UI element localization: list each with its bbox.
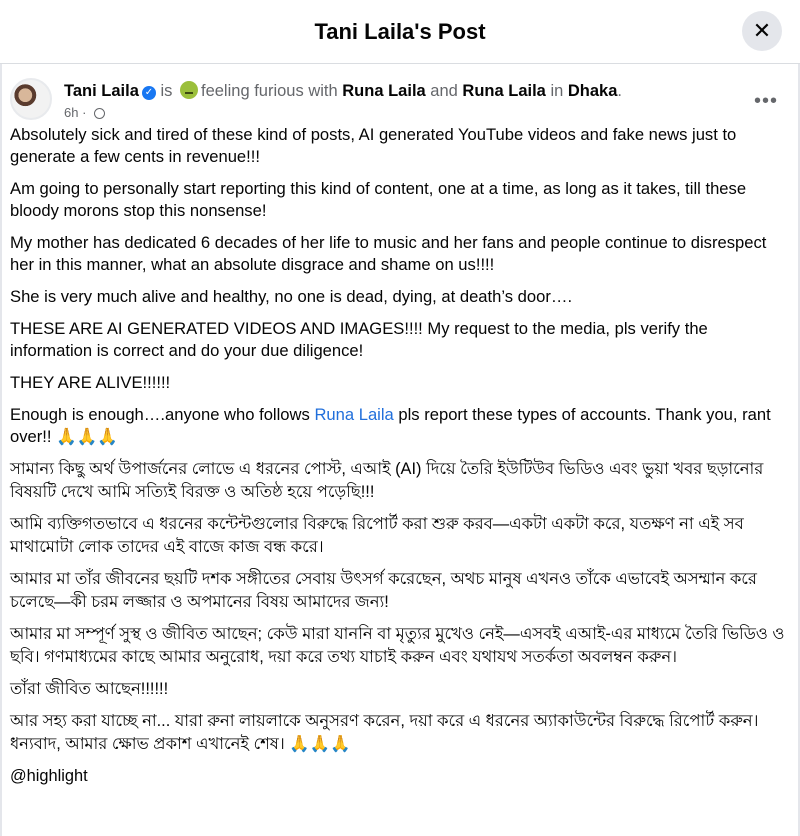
post-paragraph: Am going to personally start reporting this kind of content, one at a time, as long as it takes, till these bloody morons stop this nonsense! <box>10 179 747 220</box>
post-paragraph-bn: আমার মা সম্পূর্ণ সুস্থ ও জীবিত আছেন; কেউ মারা যাননি বা মৃত্যুর মুখেও নেই—এসবই এআই-এর মাধ্যমে তৈরি ভিডিও ও ছবি। গণমাধ্যমের কাছে আমার অনুরোধ, দয়া করে তথ্য যাচাই করুন এবং যথাযথ সতর্কতা অবলম্বন করুন। <box>10 625 785 666</box>
post-paragraph-bn: আমার মা তাঁর জীবনের ছয়টি দশক সঙ্গীতের সেবায় উৎসর্গ করেছেন, অথচ মানুষ এখনও তাঁকে এভাবেই অসম্মান করে চলেছে—কী চরম লজ্জার ও অপমানের বিষয় আমাদের জন্য! <box>10 570 757 611</box>
tagged-person-1[interactable]: Runa Laila <box>342 82 426 100</box>
dot-separator: · <box>78 105 91 120</box>
verified-badge-icon: ✓ <box>142 86 156 100</box>
runa-laila-link[interactable]: Runa Laila <box>314 405 394 424</box>
post-paragraph-bn: আর সহ্য করা যাচ্ছে না... যারা রুনা লায়লাকে অনুসরণ করেন, দয়া করে এ ধরনের অ্যাকাউন্টের বিরুদ্ধে রিপোর্ট করুন। ধন্যবাদ, আমার ক্ষোভ প্রকাশ এখানেই শেষ। 🙏🙏🙏 <box>10 712 759 753</box>
post-paragraph: She is very much alive and healthy, no one is dead, dying, at death’s door…. <box>10 287 573 306</box>
post-paragraph: THEY ARE ALIVE!!!!!! <box>10 373 171 392</box>
post-body <box>0 124 800 788</box>
globe-icon[interactable] <box>94 108 105 119</box>
frame-left-border <box>0 63 2 836</box>
highlight-tag[interactable]: @highlight <box>10 767 88 785</box>
location-link[interactable]: Dhaka <box>567 82 618 100</box>
dialog-title: Tani Laila's Post <box>314 18 486 44</box>
feeling-text: feeling furious with <box>201 82 338 100</box>
post-header <box>0 64 800 124</box>
post-paragraph-bn: তাঁরা জীবিত আছেন!!!!!! <box>10 680 169 698</box>
close-button[interactable] <box>742 11 782 51</box>
in-text: in <box>550 82 564 100</box>
and-text: and <box>430 82 458 100</box>
post-paragraph: Absolutely sick and tired of these kind of posts, AI generated YouTube videos and fake news just to generate a few cents in revenue!!! <box>10 125 737 166</box>
dialog-header <box>0 0 800 64</box>
bengali-text <box>10 458 790 788</box>
post-paragraph: THESE ARE AI GENERATED VIDEOS AND IMAGES!!!! My request to the media, pls verify the information is correct and do your due diligence! <box>10 319 708 360</box>
tagged-person-2[interactable]: Runa Laila <box>462 82 546 100</box>
post-paragraph-enough: Enough is enough….anyone who follows Runa Laila pls report these types of accounts. Thank you, rant over!! 🙏🙏🙏 <box>10 405 771 446</box>
post-author-line <box>64 81 622 101</box>
is-text: is <box>160 82 173 100</box>
post-time[interactable]: 6h <box>64 105 79 120</box>
post-paragraph: My mother has dedicated 6 decades of her life to music and her fans and people continue to disrespect her in this manner, what an absolute disgrace and shame on us!!!! <box>10 233 767 274</box>
post-paragraph-bn: সামান্য কিছু অর্থ উপার্জনের লোভে এ ধরনের পোস্ট, এআই (AI) দিয়ে তৈরি ইউটিউব ভিডিও এবং ভুয়া খবর ছড়ানোর বিষয়টি দেখে আমি সত্যিই বিরক্ত ও অতিষ্ঠ হয়ে পড়েছি!!! <box>10 460 764 501</box>
avatar[interactable] <box>10 78 52 120</box>
furious-emoji-icon <box>180 81 198 99</box>
close-icon: ✕ <box>752 18 772 43</box>
author-name[interactable]: Tani Laila <box>64 82 139 100</box>
more-options-icon[interactable]: ••• <box>753 90 778 112</box>
period: . <box>617 82 623 100</box>
post-meta <box>64 105 105 120</box>
post-paragraph-bn: আমি ব্যক্তিগতভাবে এ ধরনের কন্টেন্টগুলোর বিরুদ্ধে রিপোর্ট করা শুরু করব—একটা একটা করে, যতক্ষণ না এই সব মাথামোটা লোক তাদের এই বাজে কাজ বন্ধ করে। <box>10 515 744 556</box>
